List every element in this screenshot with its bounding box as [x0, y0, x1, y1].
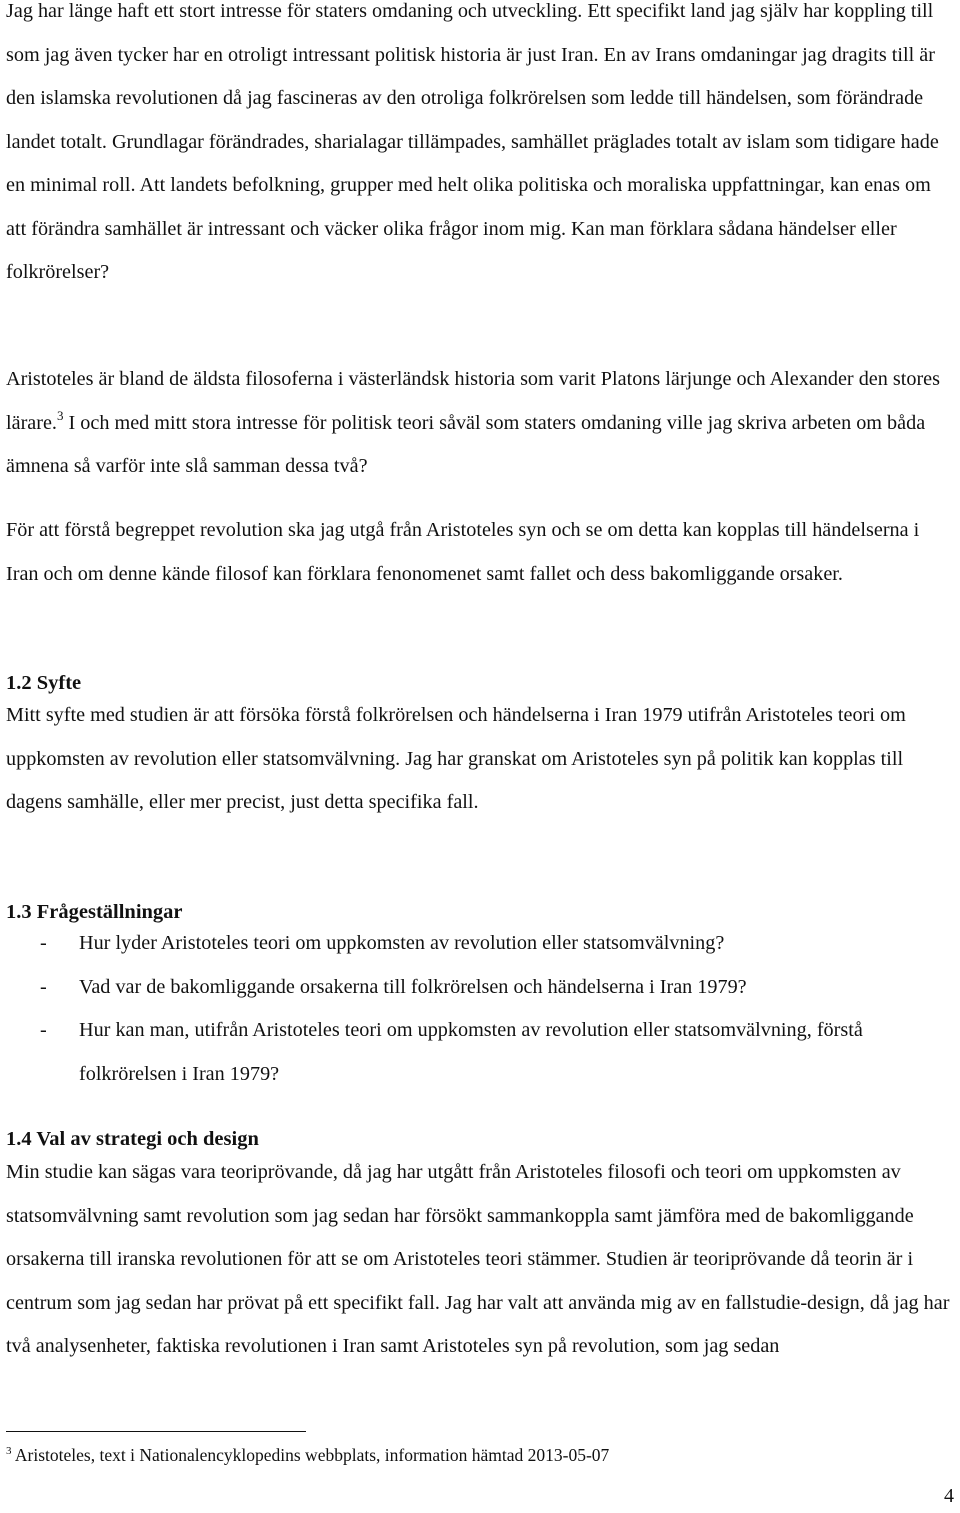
list-bullet: - — [40, 932, 47, 954]
section-heading-syfte: 1.2 Syfte — [6, 672, 82, 694]
list-item-text: Hur kan man, utifrån Aristoteles teori om uppkomsten av revolution eller statsomvälvning, förstå folkrörelsen i Iran 1979? — [79, 1019, 863, 1085]
paragraph-method-intro: För att förstå begreppet revolution ska jag utgå från Aristoteles syn och se om detta kan kopplas till händelserna i Iran och om denne kände filosof kan förklara fenonomenet samt fallet och dess bakomliggande orsaker. — [6, 519, 920, 585]
paragraph-introduction: Jag har länge haft ett stort intresse för staters omdaning och utveckling. Ett specifikt land jag själv har koppling till som jag även tycker har en otroligt intressant politisk historia är just Iran. En av Irans omdaningar jag dragits till är den islamska revolutionen då jag fascineras av den otroliga folkrörelsen som ledde till händelsen, som förändrade landet totalt. Grundlagar förändrades, sharialagar tillämpades, samhället präglades totalt av islam som tidigare hade en minimal roll. Att landets befolkning, grupper med helt olika politiska och moraliska uppfattningar, kan enas om att förändra samhället är intressant och väcker olika frågor inom mig. Kan man förklara sådana händelser eller folkrörelser? — [6, 0, 939, 283]
footnote-text: Aristoteles, text i Nationalencyklopedins webbplats, information hämtad 2013-05-07 — [11, 1445, 610, 1465]
footnote-divider — [6, 1431, 306, 1432]
list-item — [40, 922, 950, 966]
paragraph-syfte: Mitt syfte med studien är att försöka förstå folkrörelsen och händelserna i Iran 1979 utifrån Aristoteles teori om uppkomsten av revolution eller statsomvälvning. Jag har granskat om Aristoteles syn på politik kan kopplas till dagens samhälle, eller mer precist, just detta specifika fall. — [6, 704, 906, 813]
paragraph-aristoteles-text-start: Aristoteles är bland de äldsta filosoferna i västerländsk historia som varit Platons lärjunge och Alexander den stores lärare. — [6, 368, 940, 434]
footnote — [6, 1443, 609, 1467]
list-item — [40, 966, 950, 1010]
research-questions-list — [40, 922, 950, 1096]
paragraph-strategi: Min studie kan sägas vara teoriprövande, då jag har utgått från Aristoteles filosofi och teori om uppkomsten av statsomvälvning samt revolution som jag sedan har försökt sammankoppla samt jämföra med de bakomliggande orsakerna till iranska revolutionen för att se om Aristoteles teori stämmer. Studien är teoriprövande då teorin är i centrum som jag sedan har prövat på ett specifikt fall. Jag har valt att använda mig av en fallstudie-design, då jag har två analysenheter, faktiska revolutionen i Iran samt Aristoteles syn på revolution, som jag sedan — [6, 1161, 950, 1357]
footnote-number: 3 — [6, 1445, 12, 1457]
section-heading-fragestallningar: 1.3 Frågeställningar — [6, 901, 183, 923]
list-item — [40, 1009, 950, 1096]
list-bullet: - — [40, 975, 47, 998]
footnote-reference[interactable]: 3 — [56, 407, 64, 423]
paragraph-aristoteles — [6, 358, 956, 489]
list-item-text: Hur lyder Aristoteles teori om uppkomsten av revolution eller statsomvälvning? — [79, 932, 725, 954]
list-bullet: - — [40, 1019, 47, 1041]
page-number: 4 — [944, 1485, 954, 1507]
section-heading-strategi: 1.4 Val av strategi och design — [6, 1128, 259, 1150]
list-item-text: Vad var de bakomliggande orsakerna till folkrörelsen och händelserna i Iran 1979? — [79, 975, 747, 998]
paragraph-aristoteles-text-end: I och med mitt stora intresse för politisk teori såväl som staters omdaning ville jag skriva arbeten om båda ämnena så varför inte slå samman dessa två? — [6, 411, 926, 477]
